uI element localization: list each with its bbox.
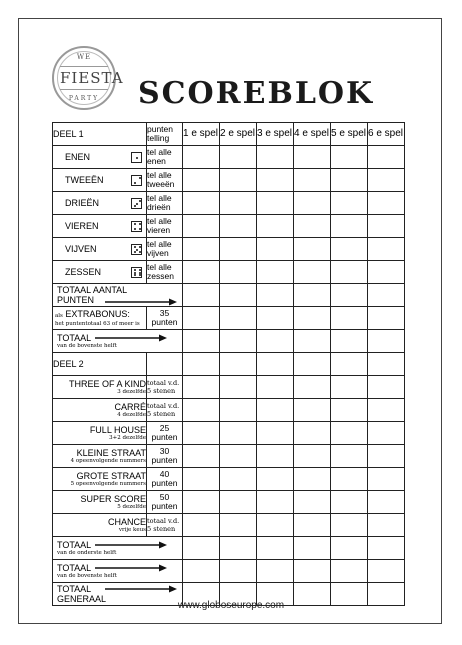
upper-score-cell[interactable]: [368, 169, 405, 192]
pip: [139, 223, 141, 225]
die-face-icon: [131, 152, 142, 163]
upper-score-cell[interactable]: [220, 238, 257, 261]
lower-score-cell[interactable]: [331, 376, 368, 399]
pip: [134, 228, 136, 230]
lower-row: [53, 422, 405, 445]
extrabonus-score-cell[interactable]: [368, 307, 405, 330]
section-2-score-cell[interactable]: [183, 353, 220, 376]
upper-score-cell[interactable]: [257, 192, 294, 215]
upper-score-cell[interactable]: [368, 215, 405, 238]
die-face-icon: [131, 267, 142, 278]
row-label: [53, 238, 147, 261]
upper-score-cell[interactable]: [331, 192, 368, 215]
row-name: TOTAAL AANTAL PUNTEN: [57, 285, 127, 305]
row-subtext: 5 dezelfde: [117, 504, 146, 510]
totaal-aantal-score-cell[interactable]: [331, 284, 368, 307]
upper-score-cell[interactable]: [183, 238, 220, 261]
row-name: ZESSEN: [65, 267, 102, 277]
upper-score-cell[interactable]: [368, 192, 405, 215]
points-rule: totaal v.d. 5 stenen: [147, 376, 183, 399]
upper-score-cell[interactable]: [220, 169, 257, 192]
upper-score-cell[interactable]: [183, 146, 220, 169]
upper-score-cell[interactable]: [183, 169, 220, 192]
lower-score-cell[interactable]: [368, 376, 405, 399]
fiesta-logo: [52, 46, 124, 110]
row-name: SUPER SCORE: [80, 494, 146, 504]
totaal-aantal-score-cell[interactable]: [183, 284, 220, 307]
points-rule: 50 punten: [147, 491, 183, 514]
row-label: [53, 146, 147, 169]
lower-score-cell[interactable]: [331, 514, 368, 537]
upper-score-cell[interactable]: [331, 146, 368, 169]
pip: [139, 246, 141, 248]
lower-score-cell[interactable]: [183, 514, 220, 537]
pip: [139, 251, 141, 253]
logo-bottom-text: PARTY: [68, 95, 100, 102]
row-subtext: 5 opeenvolgende nummers: [70, 481, 146, 487]
upper-row: [53, 238, 405, 261]
game-header: 6 e spel: [368, 123, 405, 146]
totaal-boven-row-score-cell[interactable]: [257, 330, 294, 353]
totaal-boven-2-row-score-cell[interactable]: [331, 560, 368, 583]
totaal-onder-row-score-cell[interactable]: [257, 537, 294, 560]
totaal-aantal-score-cell[interactable]: [257, 284, 294, 307]
row-name: TOTAAL: [57, 563, 92, 573]
row-name: TOTAAL: [57, 333, 92, 343]
upper-score-cell[interactable]: [331, 261, 368, 284]
totaal-boven-row: [53, 330, 405, 353]
row-subtext: het puntentotaal 63 of meer is: [55, 321, 140, 327]
row-name: CHANCE: [107, 517, 146, 527]
upper-score-cell[interactable]: [368, 261, 405, 284]
section-1-label: DEEL 1: [53, 123, 147, 146]
totaal-boven-2-row-score-cell[interactable]: [257, 560, 294, 583]
arrow-right-icon: [95, 541, 167, 549]
upper-score-cell[interactable]: [331, 215, 368, 238]
die-face-icon: [131, 175, 142, 186]
points-rule: totaal v.d. 5 stenen: [147, 514, 183, 537]
lower-row: [53, 468, 405, 491]
totaal-boven-row-score-cell[interactable]: [294, 330, 331, 353]
extrabonus-score-cell[interactable]: [294, 307, 331, 330]
pip: [134, 274, 136, 276]
game-header: 2 e spel: [220, 123, 257, 146]
die-face-icon: [131, 221, 142, 232]
row-label: [53, 422, 147, 445]
lower-row: [53, 399, 405, 422]
upper-score-cell[interactable]: [257, 169, 294, 192]
lower-row: [53, 491, 405, 514]
points-rule: 40 punten: [147, 468, 183, 491]
points-empty: [147, 353, 183, 376]
pip: [139, 228, 141, 230]
row-subtext: van de bovenste helft: [57, 343, 117, 349]
row-name: VIEREN: [65, 221, 99, 231]
section-2-score-cell[interactable]: [257, 353, 294, 376]
lower-score-cell[interactable]: [220, 399, 257, 422]
row-name: TWEEËN: [65, 175, 104, 185]
row-subtext: van de bovenste helft: [57, 573, 117, 579]
row-name: DRIEËN: [65, 198, 100, 208]
lower-score-cell[interactable]: [257, 422, 294, 445]
lower-score-cell[interactable]: [294, 422, 331, 445]
lower-score-cell[interactable]: [368, 399, 405, 422]
pip: [139, 274, 141, 276]
pip: [139, 269, 141, 271]
row-label: [53, 284, 183, 307]
lower-score-cell[interactable]: [257, 468, 294, 491]
row-label: [53, 537, 183, 560]
row-label: [53, 307, 147, 330]
game-header: 5 e spel: [331, 123, 368, 146]
totaal-aantal-score-cell[interactable]: [294, 284, 331, 307]
upper-row: [53, 146, 405, 169]
lower-score-cell[interactable]: [220, 468, 257, 491]
points-rule: tel alle vieren: [147, 215, 183, 238]
lower-row: [53, 376, 405, 399]
row-name: FULL HOUSE: [89, 425, 146, 435]
row-name: TOTAAL GENERAAL: [57, 584, 107, 604]
section-2-label: DEEL 2: [53, 353, 147, 376]
totaal-onder-row-score-cell[interactable]: [220, 537, 257, 560]
row-label: [53, 445, 147, 468]
lower-row: [53, 445, 405, 468]
row-label: [53, 330, 183, 353]
points-rule: tel alle tweeën: [147, 169, 183, 192]
points-rule: 25 punten: [147, 422, 183, 445]
lower-row: [53, 514, 405, 537]
row-name: TOTAAL: [57, 540, 92, 550]
totaal-onder-row: [53, 537, 405, 560]
lower-score-cell[interactable]: [257, 399, 294, 422]
score-table: [52, 122, 405, 606]
lower-score-cell[interactable]: [183, 422, 220, 445]
totaal-boven-2-row: [53, 560, 405, 583]
totaal-boven-2-row-score-cell[interactable]: [183, 560, 220, 583]
totaal-onder-row-score-cell[interactable]: [183, 537, 220, 560]
lower-score-cell[interactable]: [294, 399, 331, 422]
lower-score-cell[interactable]: [220, 514, 257, 537]
upper-score-cell[interactable]: [294, 192, 331, 215]
upper-row: [53, 192, 405, 215]
upper-score-cell[interactable]: [331, 238, 368, 261]
points-rule: tel alle vijven: [147, 238, 183, 261]
row-label: [53, 399, 147, 422]
upper-row: [53, 215, 405, 238]
upper-row: [53, 169, 405, 192]
lower-score-cell[interactable]: [331, 491, 368, 514]
row-subtext: vrije keus: [118, 527, 146, 533]
lower-score-cell[interactable]: [294, 445, 331, 468]
lower-score-cell[interactable]: [331, 422, 368, 445]
row-name: KLEINE STRAAT: [76, 448, 146, 458]
extrabonus-score-cell[interactable]: [183, 307, 220, 330]
upper-score-cell[interactable]: [294, 146, 331, 169]
row-label: [53, 468, 147, 491]
lower-score-cell[interactable]: [257, 491, 294, 514]
totaal-boven-row-score-cell[interactable]: [220, 330, 257, 353]
lower-score-cell[interactable]: [257, 376, 294, 399]
lower-score-cell[interactable]: [331, 468, 368, 491]
row-name: THREE OF A KIND: [68, 379, 146, 389]
totaal-aantal-score-cell[interactable]: [220, 284, 257, 307]
lower-score-cell[interactable]: [294, 468, 331, 491]
pip: [139, 177, 141, 179]
lower-score-cell[interactable]: [183, 468, 220, 491]
game-header: 4 e spel: [294, 123, 331, 146]
pip: [134, 251, 136, 253]
points-rule: tel alle enen: [147, 146, 183, 169]
lower-score-cell[interactable]: [368, 422, 405, 445]
row-subtext: 3+2 dezelfde: [109, 435, 146, 441]
pip: [134, 269, 136, 271]
row-name: VIJVEN: [65, 244, 97, 254]
totaal-boven-2-row-score-cell[interactable]: [294, 560, 331, 583]
arrow-right-icon: [105, 298, 177, 306]
extrabonus-row: [53, 307, 405, 330]
totaal-aantal-score-cell[interactable]: [368, 284, 405, 307]
lower-score-cell[interactable]: [183, 491, 220, 514]
upper-score-cell[interactable]: [294, 261, 331, 284]
totaal-boven-row-score-cell[interactable]: [183, 330, 220, 353]
totaal-onder-row-score-cell[interactable]: [294, 537, 331, 560]
row-label: [53, 215, 147, 238]
lower-score-cell[interactable]: [294, 491, 331, 514]
lower-score-cell[interactable]: [183, 445, 220, 468]
upper-score-cell[interactable]: [257, 146, 294, 169]
lower-score-cell[interactable]: [368, 491, 405, 514]
totaal-boven-row-score-cell[interactable]: [368, 330, 405, 353]
upper-row: [53, 261, 405, 284]
upper-score-cell[interactable]: [183, 215, 220, 238]
row-label: [53, 169, 147, 192]
pip: [136, 203, 138, 205]
extrabonus-score-cell[interactable]: [220, 307, 257, 330]
extrabonus-score-cell[interactable]: [257, 307, 294, 330]
page-title: SCOREBLOK: [138, 76, 375, 111]
row-label: [53, 491, 147, 514]
row-name: GROTE STRAAT: [76, 471, 146, 481]
header-row: [53, 123, 405, 146]
lower-score-cell[interactable]: [331, 445, 368, 468]
totaal-onder-row-score-cell[interactable]: [331, 537, 368, 560]
totaal-onder-row-score-cell[interactable]: [368, 537, 405, 560]
lower-score-cell[interactable]: [220, 422, 257, 445]
lower-score-cell[interactable]: [183, 399, 220, 422]
upper-score-cell[interactable]: [183, 192, 220, 215]
lower-score-cell[interactable]: [183, 376, 220, 399]
lower-score-cell[interactable]: [220, 376, 257, 399]
section-2-row: [53, 353, 405, 376]
upper-score-cell[interactable]: [331, 169, 368, 192]
game-header: 3 e spel: [257, 123, 294, 146]
upper-score-cell[interactable]: [294, 215, 331, 238]
game-header: 1 e spel: [183, 123, 220, 146]
row-label: [53, 261, 147, 284]
section-2-score-cell[interactable]: [294, 353, 331, 376]
lower-score-cell[interactable]: [294, 514, 331, 537]
upper-score-cell[interactable]: [220, 192, 257, 215]
die-face-icon: [131, 244, 142, 255]
points-rule: 30 punten: [147, 445, 183, 468]
row-label: [53, 192, 147, 215]
upper-score-cell[interactable]: [257, 215, 294, 238]
upper-score-cell[interactable]: [183, 261, 220, 284]
row-name: ENEN: [65, 152, 91, 162]
points-rule: tel alle zessen: [147, 261, 183, 284]
totaal-boven-2-row-score-cell[interactable]: [220, 560, 257, 583]
row-name: EXTRABONUS:: [65, 309, 130, 319]
pip: [134, 223, 136, 225]
logo-top-text: WE: [76, 53, 92, 61]
lower-score-cell[interactable]: [220, 491, 257, 514]
upper-score-cell[interactable]: [368, 238, 405, 261]
totaal-boven-row-score-cell[interactable]: [331, 330, 368, 353]
upper-score-cell[interactable]: [257, 261, 294, 284]
upper-score-cell[interactable]: [368, 146, 405, 169]
pip: [134, 205, 136, 207]
points-rule: totaal v.d. 5 stenen: [147, 399, 183, 422]
upper-score-cell[interactable]: [294, 238, 331, 261]
points-header: punten telling: [147, 123, 183, 146]
lower-score-cell[interactable]: [220, 445, 257, 468]
arrow-right-icon: [95, 334, 167, 342]
lower-score-cell[interactable]: [331, 399, 368, 422]
lower-score-cell[interactable]: [368, 445, 405, 468]
totaal-boven-2-row-score-cell[interactable]: [368, 560, 405, 583]
pip: [139, 200, 141, 202]
upper-score-cell[interactable]: [220, 215, 257, 238]
section-2-score-cell[interactable]: [220, 353, 257, 376]
bonus-prefix: als: [55, 313, 63, 319]
row-subtext: 4 dezelfde: [117, 412, 146, 418]
upper-score-cell[interactable]: [257, 238, 294, 261]
row-subtext: 4 opeenvolgende nummers: [70, 458, 146, 464]
lower-score-cell[interactable]: [257, 445, 294, 468]
row-label: [53, 376, 147, 399]
lower-score-cell[interactable]: [368, 468, 405, 491]
row-label: [53, 560, 183, 583]
totaal-aantal-row: [53, 284, 405, 307]
points-rule: 35 punten: [147, 307, 183, 330]
upper-score-cell[interactable]: [294, 169, 331, 192]
row-name: CARRÉ: [114, 402, 146, 412]
footer-url: www.globoseurope.com: [177, 600, 285, 611]
extrabonus-score-cell[interactable]: [331, 307, 368, 330]
upper-score-cell[interactable]: [220, 261, 257, 284]
pip: [136, 249, 138, 251]
pip: [134, 182, 136, 184]
points-rule: tel alle drieën: [147, 192, 183, 215]
pip: [134, 246, 136, 248]
section-2-score-cell[interactable]: [331, 353, 368, 376]
upper-score-cell[interactable]: [220, 146, 257, 169]
logo-main-text: FIESTA: [60, 66, 108, 90]
lower-score-cell[interactable]: [368, 514, 405, 537]
row-label: [53, 514, 147, 537]
row-subtext: 3 dezelfde: [117, 389, 146, 395]
lower-score-cell[interactable]: [257, 514, 294, 537]
row-subtext: van de onderste helft: [57, 550, 117, 556]
pip: [136, 157, 138, 159]
section-2-score-cell[interactable]: [368, 353, 405, 376]
arrow-right-icon: [105, 585, 177, 593]
die-face-icon: [131, 198, 142, 209]
arrow-right-icon: [95, 564, 167, 572]
lower-score-cell[interactable]: [294, 376, 331, 399]
